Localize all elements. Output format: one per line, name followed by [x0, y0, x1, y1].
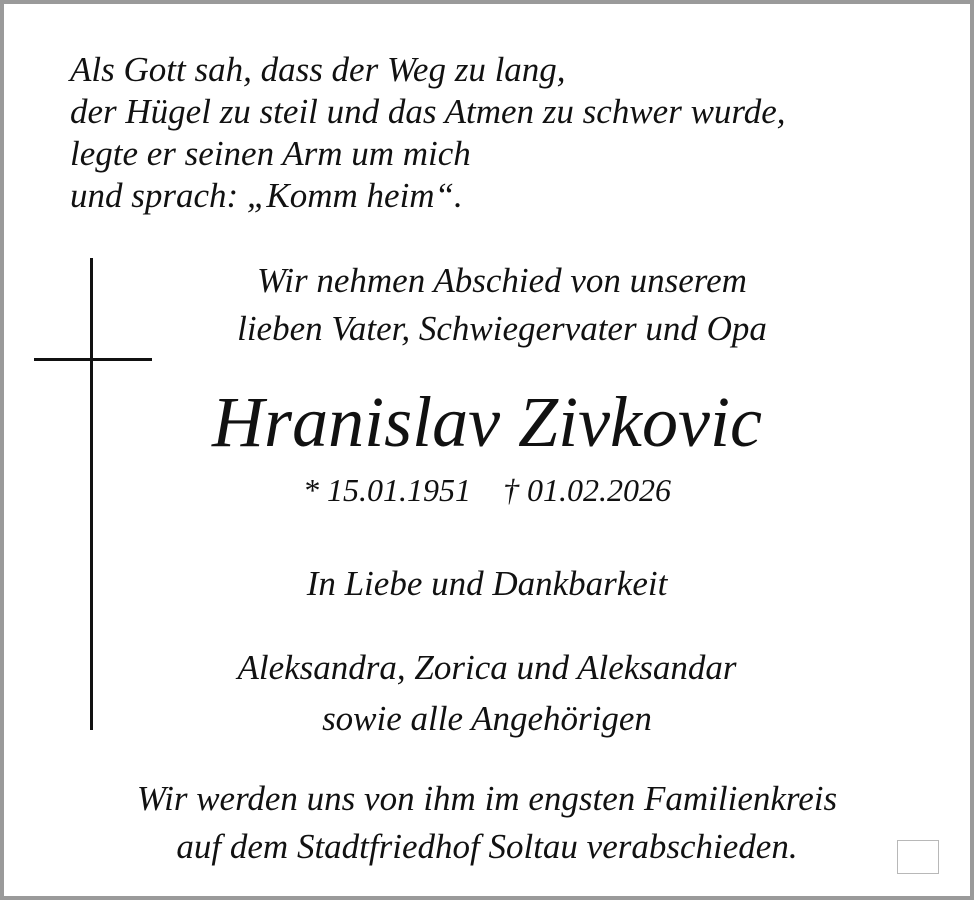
intro-line-1: Wir nehmen Abschied von unserem [257, 261, 747, 300]
mourners-line-2: sowie alle Angehörigen [322, 699, 652, 738]
poem-line-4: und sprach: „Komm heim“. [70, 176, 463, 215]
intro-line-2: lieben Vater, Schwiegervater und Opa [237, 309, 767, 348]
notice-line-1: Wir werden uns von ihm im engsten Familienkreis [136, 779, 838, 818]
life-dates: * 15.01.1951 † 01.02.2026 [303, 472, 671, 508]
latin-cross-bar [34, 358, 152, 361]
closing-line: In Liebe und Dankbarkeit [306, 564, 668, 603]
poem-line-1: Als Gott sah, dass der Weg zu lang, [70, 50, 566, 89]
poem-line-2: der Hügel zu steil und das Atmen zu schwer wurde, [70, 92, 786, 131]
notice-line-2: auf dem Stadtfriedhof Soltau verabschieden. [176, 827, 798, 866]
mourners-line-1: Aleksandra, Zorica und Aleksandar [237, 648, 737, 687]
deceased-name: Hranislav Zivkovic [212, 382, 762, 462]
poem-line-3: legte er seinen Arm um mich [70, 134, 471, 173]
publisher-logo-icon [897, 840, 939, 874]
